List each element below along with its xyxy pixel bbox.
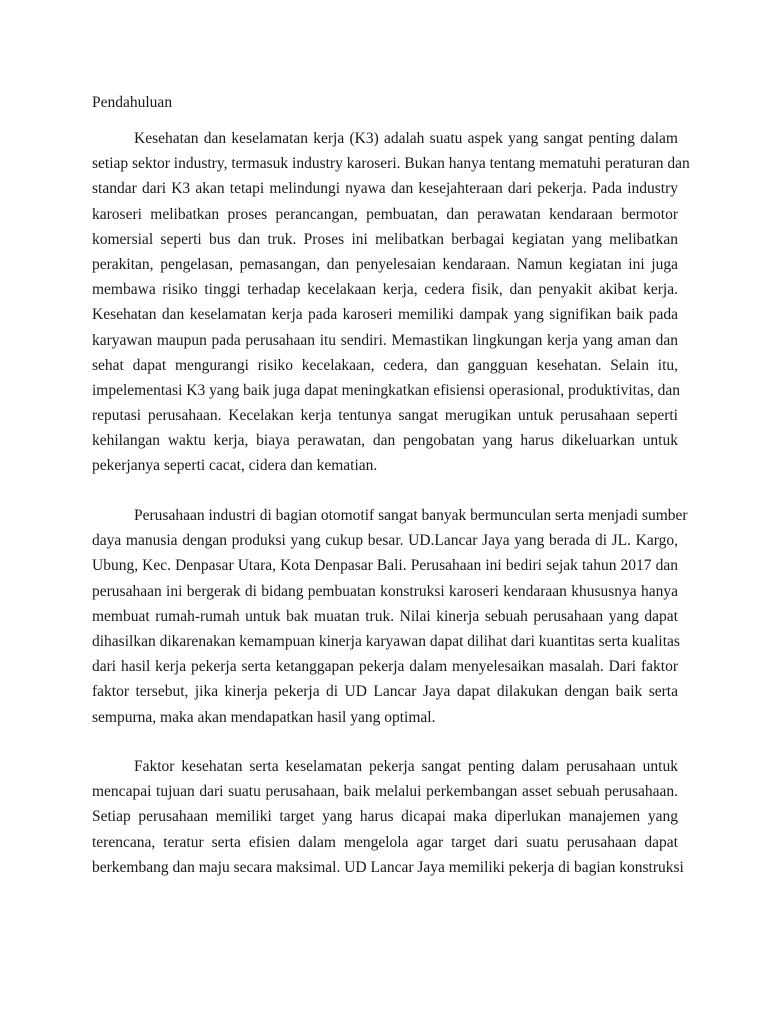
text-line: berkembang dan maju secara maksimal. UD Lancar Jaya memiliki pekerja di bagian konstruksi xyxy=(92,858,684,876)
text-line: daya manusia dengan produksi yang cukup besar. UD.Lancar Jaya yang berada di JL. Kargo, xyxy=(92,532,678,550)
text-line: kehilangan waktu kerja, biaya perawatan, dan pengobatan yang harus dikeluarkan untuk xyxy=(92,432,678,450)
paragraph-3 xyxy=(92,754,684,880)
text-line: perusahaan ini bergerak di bidang pembuatan konstruksi karoseri kendaraan khususnya hanya xyxy=(92,582,678,600)
text-line: dihasilkan dikarenakan kemampuan kinerja karyawan dapat dilihat dari kuantitas serta kualitas xyxy=(92,632,680,650)
text-line: karyawan maupun pada perusahaan itu sendiri. Memastikan lingkungan kerja yang aman dan xyxy=(92,331,678,349)
text-line: Faktor kesehatan serta keselamatan pekerja sangat penting dalam perusahaan untuk xyxy=(134,758,678,775)
text-line: Kesehatan dan keselamatan kerja pada karoseri memiliki dampak yang signifikan baik pada xyxy=(92,306,678,324)
text-line: komersial seperti bus dan truk. Proses ini melibatkan berbagai kegiatan yang melibatkan xyxy=(92,230,678,248)
text-line: faktor tersebut, jika kinerja pekerja di UD Lancar Jaya dapat dilakukan dengan baik serta xyxy=(92,683,678,701)
text-line: perakitan, pengelasan, pemasangan, dan penyelesaian kendaraan. Namun kegiatan ini juga xyxy=(92,255,678,273)
text-line: mencapai tujuan dari suatu perusahaan, baik melalui perkembangan asset sebuah perusahaan. xyxy=(92,783,678,801)
text-line: Setiap perusahaan memiliki target yang harus dicapai maka diperlukan manajemen yang xyxy=(92,808,678,826)
text-line: impelementasi K3 yang baik juga dapat meningkatkan efisiensi operasional, produktivitas, dan xyxy=(92,381,680,399)
text-line: membawa risiko tinggi terhadap kecelakaan kerja, cedera fisik, dan penyakit akibat kerja. xyxy=(92,281,678,299)
paragraph-1 xyxy=(92,126,690,479)
text-line: Kesehatan dan keselamatan kerja (K3) adalah suatu aspek yang sangat penting dalam xyxy=(134,130,678,147)
text-line: dari hasil kerja pekerja serta ketanggapan pekerja dalam menyelesaikan masalah. Dari faktor xyxy=(92,658,678,676)
paragraph-2 xyxy=(92,503,688,730)
text-line: pekerjanya seperti cacat, cidera dan kematian. xyxy=(92,457,378,475)
text-line: standar dari K3 akan tetapi melindungi nyawa dan kesejahteraan dari pekerja. Pada industry xyxy=(92,180,678,198)
text-line: terencana, teratur serta efisien dalam mengelola agar target dari suatu perusahaan dapat xyxy=(92,833,678,851)
document-heading: Pendahuluan xyxy=(92,94,173,111)
text-line: karoseri melibatkan proses perancangan, pembuatan, dan perawatan kendaraan bermotor xyxy=(92,205,678,223)
text-line: Ubung, Kec. Denpasar Utara, Kota Denpasar Bali. Perusahaan ini bediri sejak tahun 2017 dan xyxy=(92,557,678,575)
text-line: setiap sektor industry, termasuk industry karoseri. Bukan hanya tentang mematuhi peraturan dan xyxy=(92,155,690,173)
text-line: reputasi perusahaan. Kecelakan kerja tentunya sangat merugikan untuk perusahaan seperti xyxy=(92,407,678,425)
text-line: membuat rumah-rumah untuk bak muatan truk. Nilai kinerja sebuah perusahaan yang dapat xyxy=(92,607,678,625)
text-line: sempurna, maka akan mendapatkan hasil yang optimal. xyxy=(92,708,436,726)
text-line: sehat dapat mengurangi risiko kecelakaan, cedera, dan gangguan kesehatan. Selain itu, xyxy=(92,356,678,374)
text-line: Perusahaan industri di bagian otomotif sangat banyak bermunculan serta menjadi sumber xyxy=(134,507,688,524)
